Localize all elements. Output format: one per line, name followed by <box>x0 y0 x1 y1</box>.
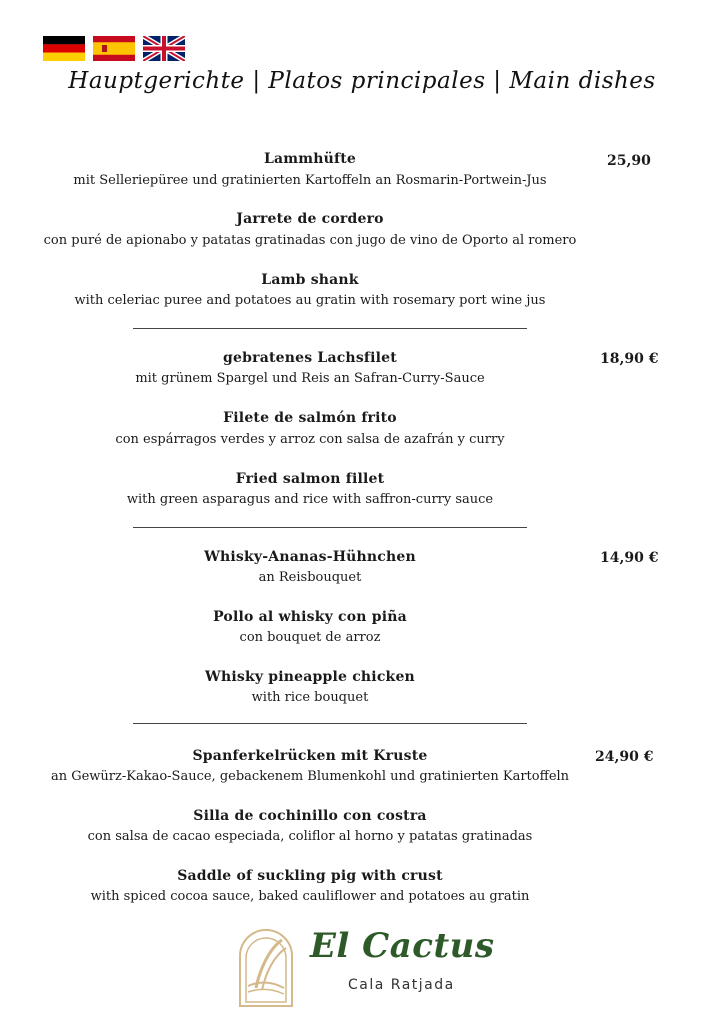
section-divider <box>133 328 527 329</box>
dish-desc-es: con puré de apionabo y patatas gratinadas con jugo de vino de Oporto al romero <box>43 233 577 248</box>
dish-desc-de: an Gewürz-Kakao-Sauce, gebackenem Blumenkohl und gratinierten Kartoffeln <box>50 769 570 784</box>
dish-name-es: Pollo al whisky con piña <box>213 609 407 625</box>
section-divider <box>133 527 527 528</box>
brand-name: El Cactus <box>310 926 495 966</box>
dish-name-es: Filete de salmón frito <box>223 410 397 426</box>
dish-name-en: Fried salmon fillet <box>235 471 385 487</box>
dish-desc-en: with celeriac puree and potatoes au gratin with rosemary port wine jus <box>74 293 546 308</box>
dish-name-en: Whisky pineapple chicken <box>205 669 415 685</box>
dish-name-es: Jarrete de cordero <box>236 211 384 227</box>
dish-name-de: Spanferkelrücken mit Kruste <box>192 748 428 764</box>
dish-price: 18,90 € <box>600 351 659 367</box>
dish-name-de: Lammhüfte <box>263 151 357 167</box>
dish-desc-de: mit grünem Spargel und Reis an Safran-Curry-Sauce <box>135 371 485 386</box>
dish-name-en: Saddle of suckling pig with crust <box>177 868 443 884</box>
dish-price: 25,90 <box>607 153 651 169</box>
dish-desc-es: con espárragos verdes y arroz con salsa de azafrán y curry <box>115 432 505 447</box>
uk-flag-icon[interactable] <box>143 36 185 61</box>
page-title: Hauptgerichte | Platos principales | Main dishes <box>68 68 656 94</box>
dish-name-en: Lamb shank <box>261 272 359 288</box>
dish-name-es: Silla de cochinillo con costra <box>193 808 427 824</box>
spanish-flag-icon[interactable] <box>93 36 135 61</box>
dish-desc-es: con bouquet de arroz <box>239 630 381 645</box>
section-divider <box>133 723 527 724</box>
dish-name-de: gebratenes Lachsfilet <box>223 350 397 366</box>
cactus-logo-icon <box>236 928 296 1008</box>
dish-desc-es: con salsa de cacao especiada, coliflor al horno y patatas gratinadas <box>87 829 533 844</box>
dish-desc-en: with spiced cocoa sauce, baked cauliflower and potatoes au gratin <box>90 889 530 904</box>
language-flags <box>43 36 185 61</box>
dish-price: 24,90 € <box>595 749 654 765</box>
dish-price: 14,90 € <box>600 550 659 566</box>
dish-desc-en: with green asparagus and rice with saffron-curry sauce <box>126 492 494 507</box>
dish-desc-de: an Reisbouquet <box>258 570 362 585</box>
german-flag-icon[interactable] <box>43 36 85 61</box>
dish-desc-de: mit Selleriepüree und gratinierten Kartoffeln an Rosmarin-Portwein-Jus <box>73 173 547 188</box>
brand-location: Cala Ratjada <box>348 977 455 993</box>
dish-desc-en: with rice bouquet <box>251 690 369 705</box>
dish-name-de: Whisky-Ananas-Hühnchen <box>204 549 416 565</box>
